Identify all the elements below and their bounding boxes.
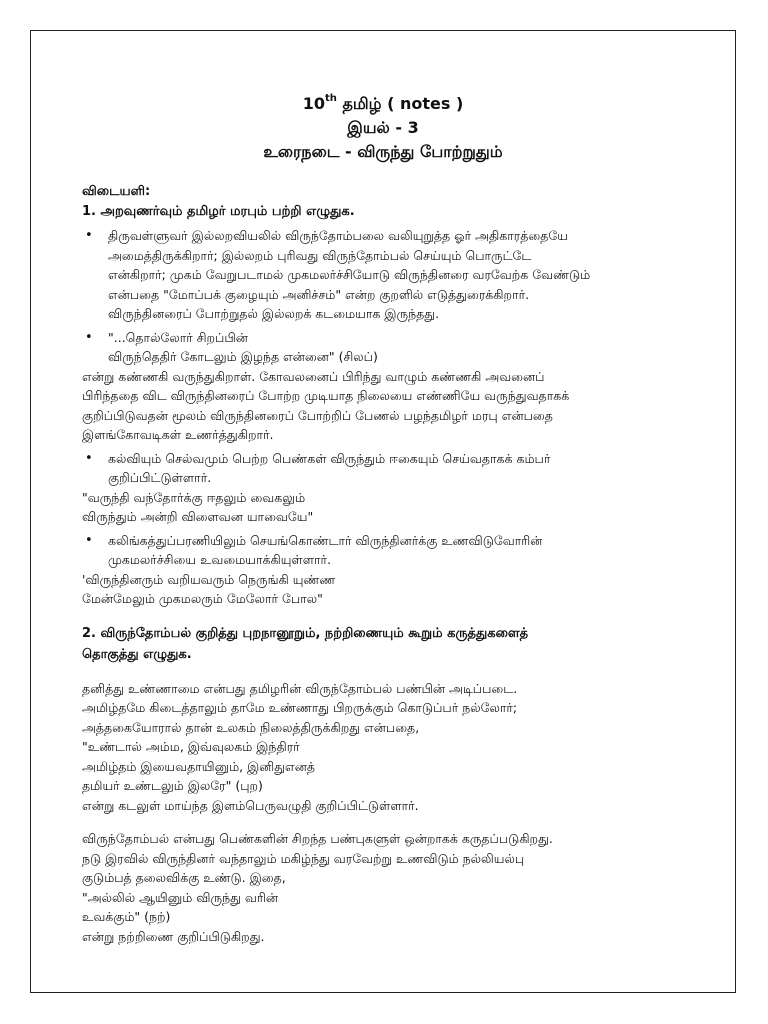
text-line: அத்தகையோரால் தான் உலகம் நிலைத்திருக்கிறது என்பதை,	[82, 719, 420, 735]
spacer	[82, 609, 722, 623]
bullet-icon: •	[85, 329, 93, 345]
quote-line: "வருந்தி வந்தோர்க்கு ஈதலும் வைகலும்	[82, 489, 306, 505]
list-item	[82, 531, 722, 570]
text-line: குடும்பத் தலைவிக்கு உண்டு. இதை,	[82, 870, 286, 885]
bullet-icon: •	[85, 228, 93, 243]
text-line: இளங்கோவடிகள் உணர்த்துகிறார்.	[82, 427, 274, 442]
quote-line: அமிழ்தம் இயைவதாயினும், இனிதுஎனத்	[82, 758, 316, 774]
question-1: 1. அறவுணர்வும் தமிழர் மரபும் பற்றி எழுதுக.	[82, 204, 355, 219]
spacer	[82, 815, 722, 829]
unit-heading: இயல் - 3	[347, 118, 419, 137]
text-line: விருந்தோம்பல் என்பது பெண்களின் சிறந்த பண்புகளுள் ஒன்றாகக் கருதப்படுகிறது.	[82, 831, 553, 846]
text-line: நடு இரவில் விருந்தினர் வந்தாலும் மகிழ்ந்து வரவேற்று உணவிடும் நல்லியல்பு	[82, 850, 525, 866]
text-line: திருவள்ளுவர் இல்லறவியலில் விருந்தோம்பலை வலியுறுத்த ஓர் அதிகாரத்தையே	[108, 228, 568, 243]
quote-line: விருந்தும் அன்றி விளைவன யாவையே"	[82, 509, 314, 524]
bullet-icon: •	[85, 450, 93, 466]
text-line: என்கிறார்; முகம் வேறுபடாமல் முகமலர்ச்சியோடு விருந்தினரை வரவேற்க வேண்டும்	[108, 267, 591, 282]
text-line: என்பதை "மோப்பக் குழையும் அனிச்சம்" என்ற குறளில் எடுத்துரைக்கிறார்.	[108, 286, 530, 302]
document-title: 10th தமிழ் ( notes )	[302, 93, 464, 113]
lesson-subtitle: உரைநடை - விருந்து போற்றுதும்	[263, 142, 503, 161]
text-line: அமிழ்தமே கிடைத்தாலும் தாமே உண்ணாது பிறருக்கும் கொடுப்பர் நல்லோர்;	[82, 700, 518, 715]
list-item	[82, 449, 722, 488]
text-line: குறிப்பிட்டுள்ளார்.	[108, 470, 212, 485]
document-header	[30, 92, 736, 164]
text-line: என்று கடலுள் மாய்ந்த இளம்பெருவழுதி குறிப்பிட்டுள்ளார்.	[82, 797, 419, 813]
answers-label: விடையளி:	[82, 184, 151, 199]
quote-line: உவக்கும்" (நற்)	[82, 909, 171, 924]
quote-line: "உண்டால் அம்ம, இவ்வுலகம் இந்திரர்	[82, 739, 300, 754]
quote-line: மேன்மேலும் முகமலரும் மேலோர் போல"	[82, 591, 323, 606]
text-line: பிரிந்ததை விட விருந்தினரைப் போற்ற முடியாத நிலையை எண்ணியே வருந்துவதாகக்	[82, 388, 570, 403]
quote-line: விருந்தெதிர் கோடலும் இழந்த என்னை" (சிலப்)	[108, 349, 378, 364]
list-item	[82, 328, 722, 367]
text-line: முகமலர்ச்சியை உவமையாக்கியுள்ளார்.	[108, 552, 332, 567]
text-line: கல்வியும் செல்வமும் பெற்ற பெண்கள் விருந்தும் ஈகையும் செய்வதாகக் கம்பர்	[108, 450, 551, 466]
text-line: அமைத்திருக்கிறார்; இல்லறம் புரிவது விருந்தோம்பல் செய்யும் பொருட்டே	[108, 247, 532, 263]
spacer	[82, 665, 722, 679]
text-line: விருந்தினரைப் போற்றுதல் இல்லறக் கடமையாக இருந்தது.	[108, 306, 440, 321]
text-line: குறிப்பிடுவதன் மூலம் விருந்தினரைப் போற்றிப் பேணல் பழந்தமிழர் மரபு என்பதை	[82, 407, 553, 423]
quote-line: தமியர் உண்டலும் இலரே" (புற)	[82, 778, 263, 793]
text-line: தனித்து உண்ணாமை என்பது தமிழரின் விருந்தோம்பல் பண்பின் அடிப்படை.	[82, 680, 518, 696]
document-body	[82, 182, 722, 946]
quote-line: 'விருந்தினரும் வறியவரும் நெருங்கி யுண்ண	[82, 571, 336, 587]
question-2: 2. விருந்தோம்பல் குறித்து புறநானூறும், நற்றிணையும் கூறும் கருத்துகளைத்	[82, 625, 529, 641]
quote-line: "அல்லில் ஆயினும் விருந்து வரின்	[82, 889, 278, 905]
bullet-icon: •	[85, 532, 93, 548]
quote-line: "...தொல்லோர் சிறப்பின்	[108, 329, 248, 345]
text-line: கலிங்கத்துப்பரணியிலும் செயங்கொண்டார் விருந்தினர்க்கு உணவிடுவோரின்	[108, 532, 543, 548]
list-item	[82, 226, 722, 324]
question-2-continued: தொகுத்து எழுதுக.	[82, 646, 192, 662]
text-line: என்று கண்ணகி வருந்துகிறாள். கோவலனைப் பிரிந்து வாழும் கண்ணகி அவனைப்	[82, 368, 545, 384]
text-line: என்று நற்றிணை குறிப்பிடுகிறது.	[82, 928, 265, 944]
